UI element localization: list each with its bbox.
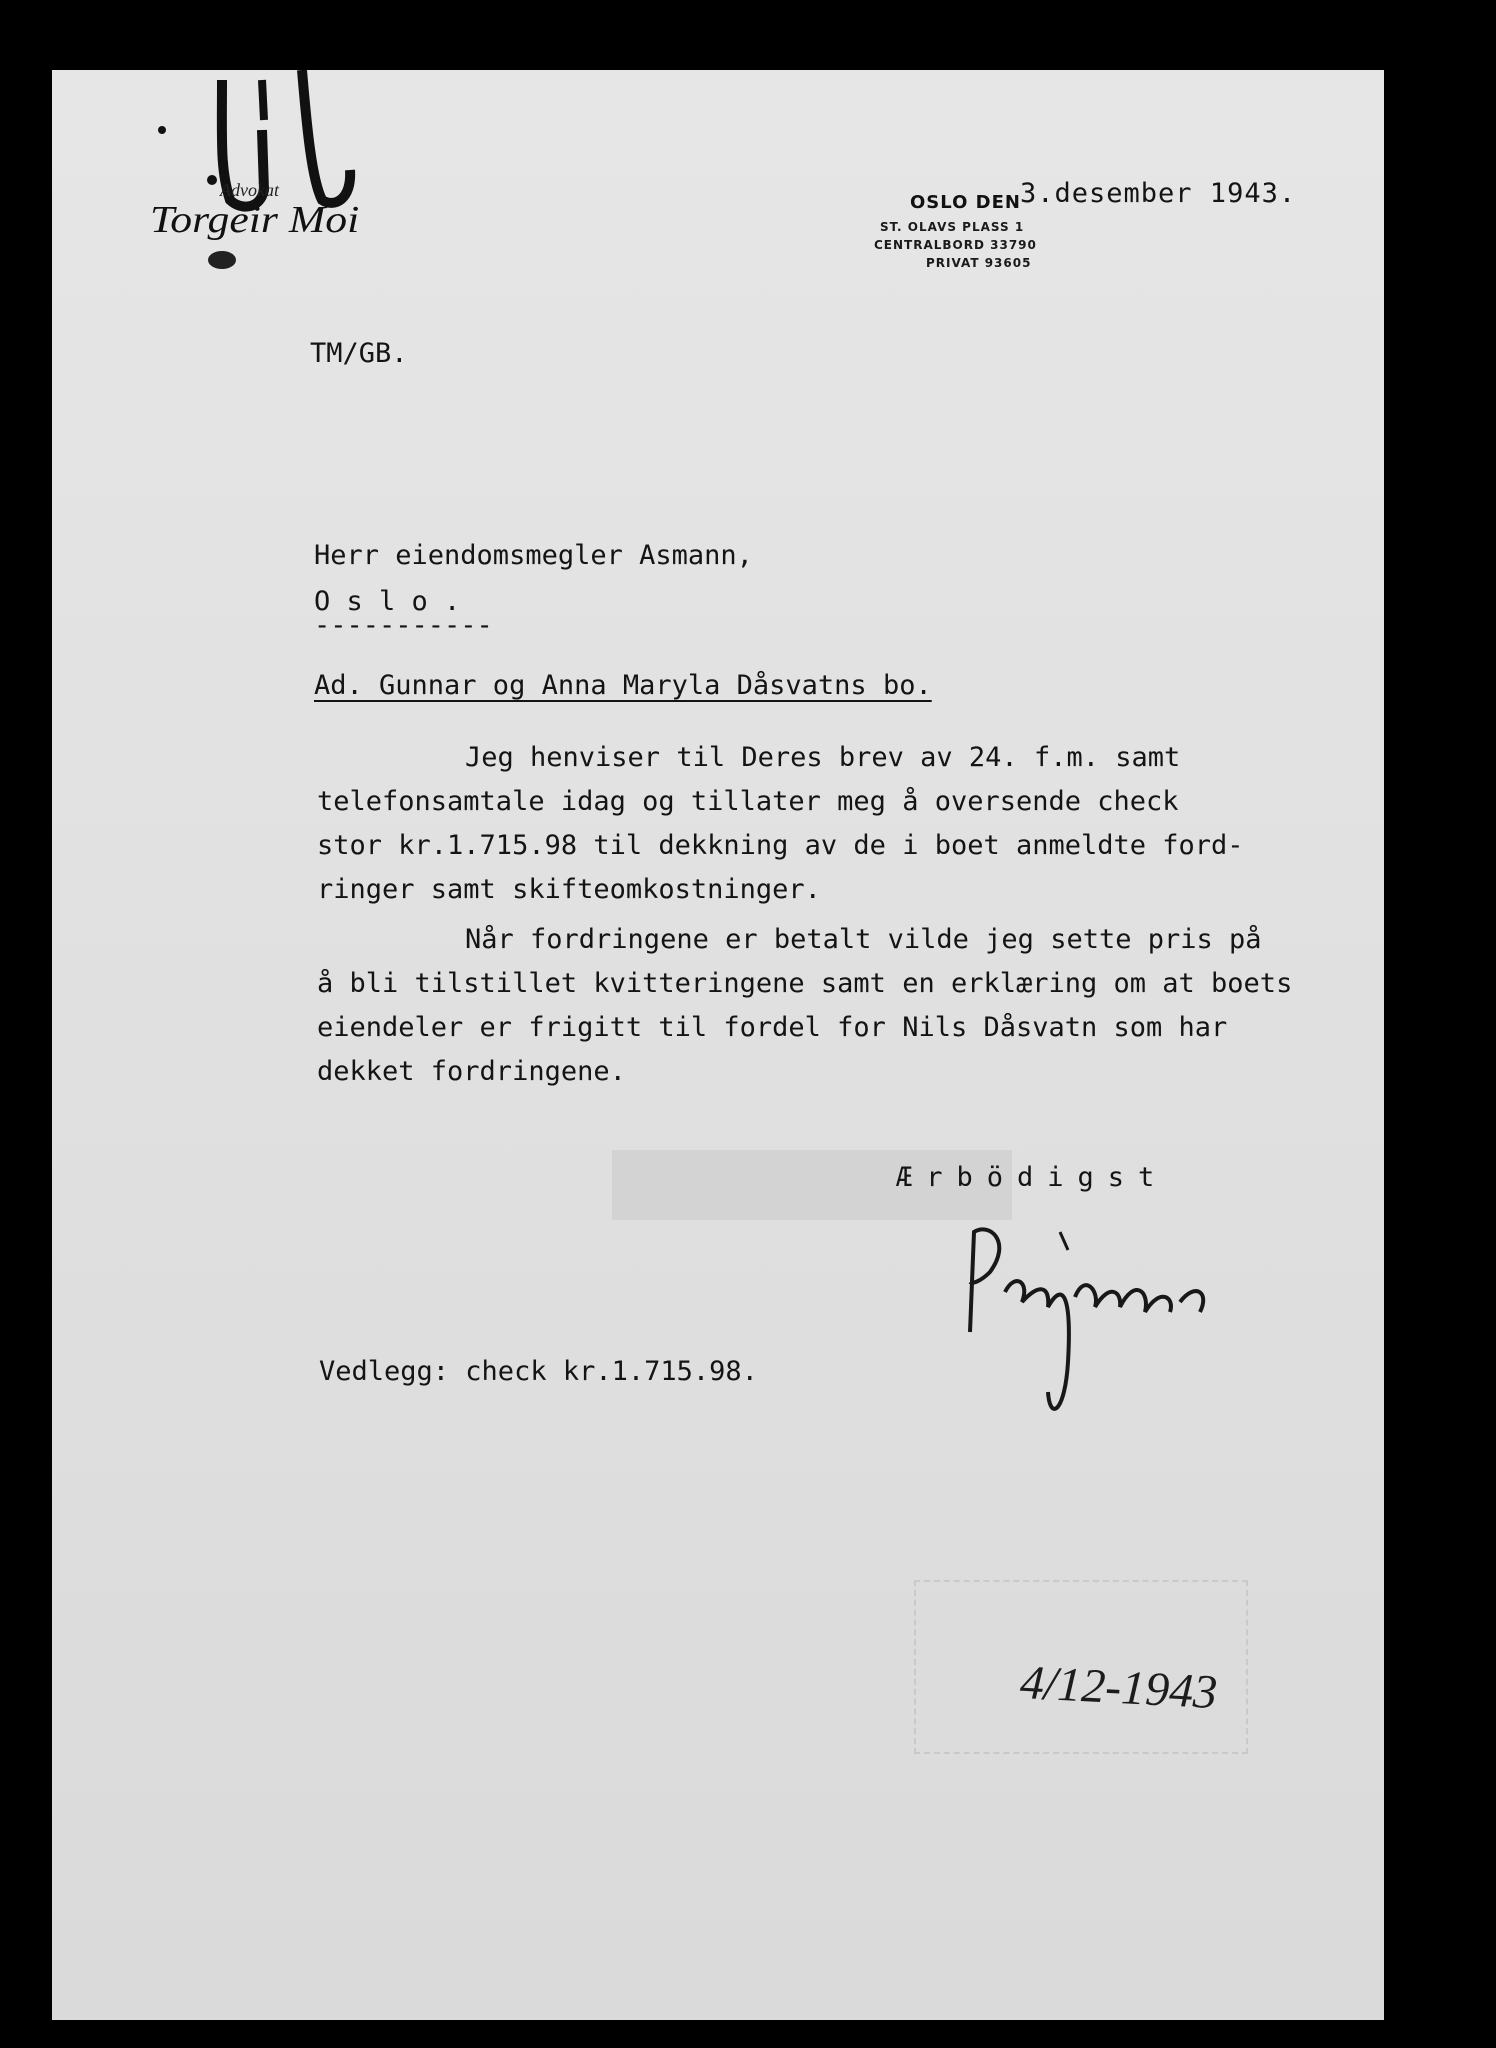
signature	[950, 1212, 1240, 1442]
handwritten-date: 4/12-1943	[1018, 1655, 1219, 1720]
paragraph-2	[317, 918, 1292, 1094]
recipient-city: O s l o .	[314, 586, 461, 617]
letterhead-title: Advokat	[220, 180, 279, 200]
letter-page	[52, 70, 1384, 2020]
paragraph-2-line: å bli tilstillet kvitteringene samt en erklæring om at boets	[317, 968, 1293, 999]
subject-line: Ad. Gunnar og Anna Maryla Dåsvatns bo.	[314, 670, 932, 701]
paragraph-2-line: eiendeler er frigitt til fordel for Nils Dåsvatn som har	[317, 1012, 1228, 1043]
private-phone: PRIVAT 93605	[926, 256, 1032, 270]
street-address: ST. OLAVS PLASS 1	[880, 220, 1025, 234]
closing-salutation: Ærbödigst	[896, 1162, 1169, 1193]
attachment-note: Vedlegg: check kr.1.715.98.	[319, 1356, 758, 1387]
paragraph-2-line: Når fordringene er betalt vilde jeg sette pris på	[465, 924, 1262, 955]
recipient-rule: -----------	[314, 610, 493, 641]
oslo-den-label: OSLO DEN	[910, 192, 1021, 213]
paragraph-1	[317, 736, 1244, 912]
paragraph-1-line: stor kr.1.715.98 til dekkning av de i boet anmeldte ford-	[317, 830, 1244, 861]
recipient-name: Herr eiendomsmegler Asmann,	[314, 540, 753, 571]
paragraph-2-line: dekket fordringene.	[317, 1056, 626, 1087]
central-phone: CENTRALBORD 33790	[874, 238, 1037, 252]
paragraph-1-line: telefonsamtale idag og tillater meg å oversende check	[317, 786, 1179, 817]
paragraph-1-line: Jeg henviser til Deres brev av 24. f.m. samt	[465, 742, 1181, 773]
reference-code: TM/GB.	[310, 338, 408, 369]
letter-date: 3.desember 1943.	[1020, 178, 1297, 209]
paragraph-1-line: ringer samt skifteomkostninger.	[317, 874, 821, 905]
letterhead-name: Torgeir Moi	[150, 199, 360, 241]
